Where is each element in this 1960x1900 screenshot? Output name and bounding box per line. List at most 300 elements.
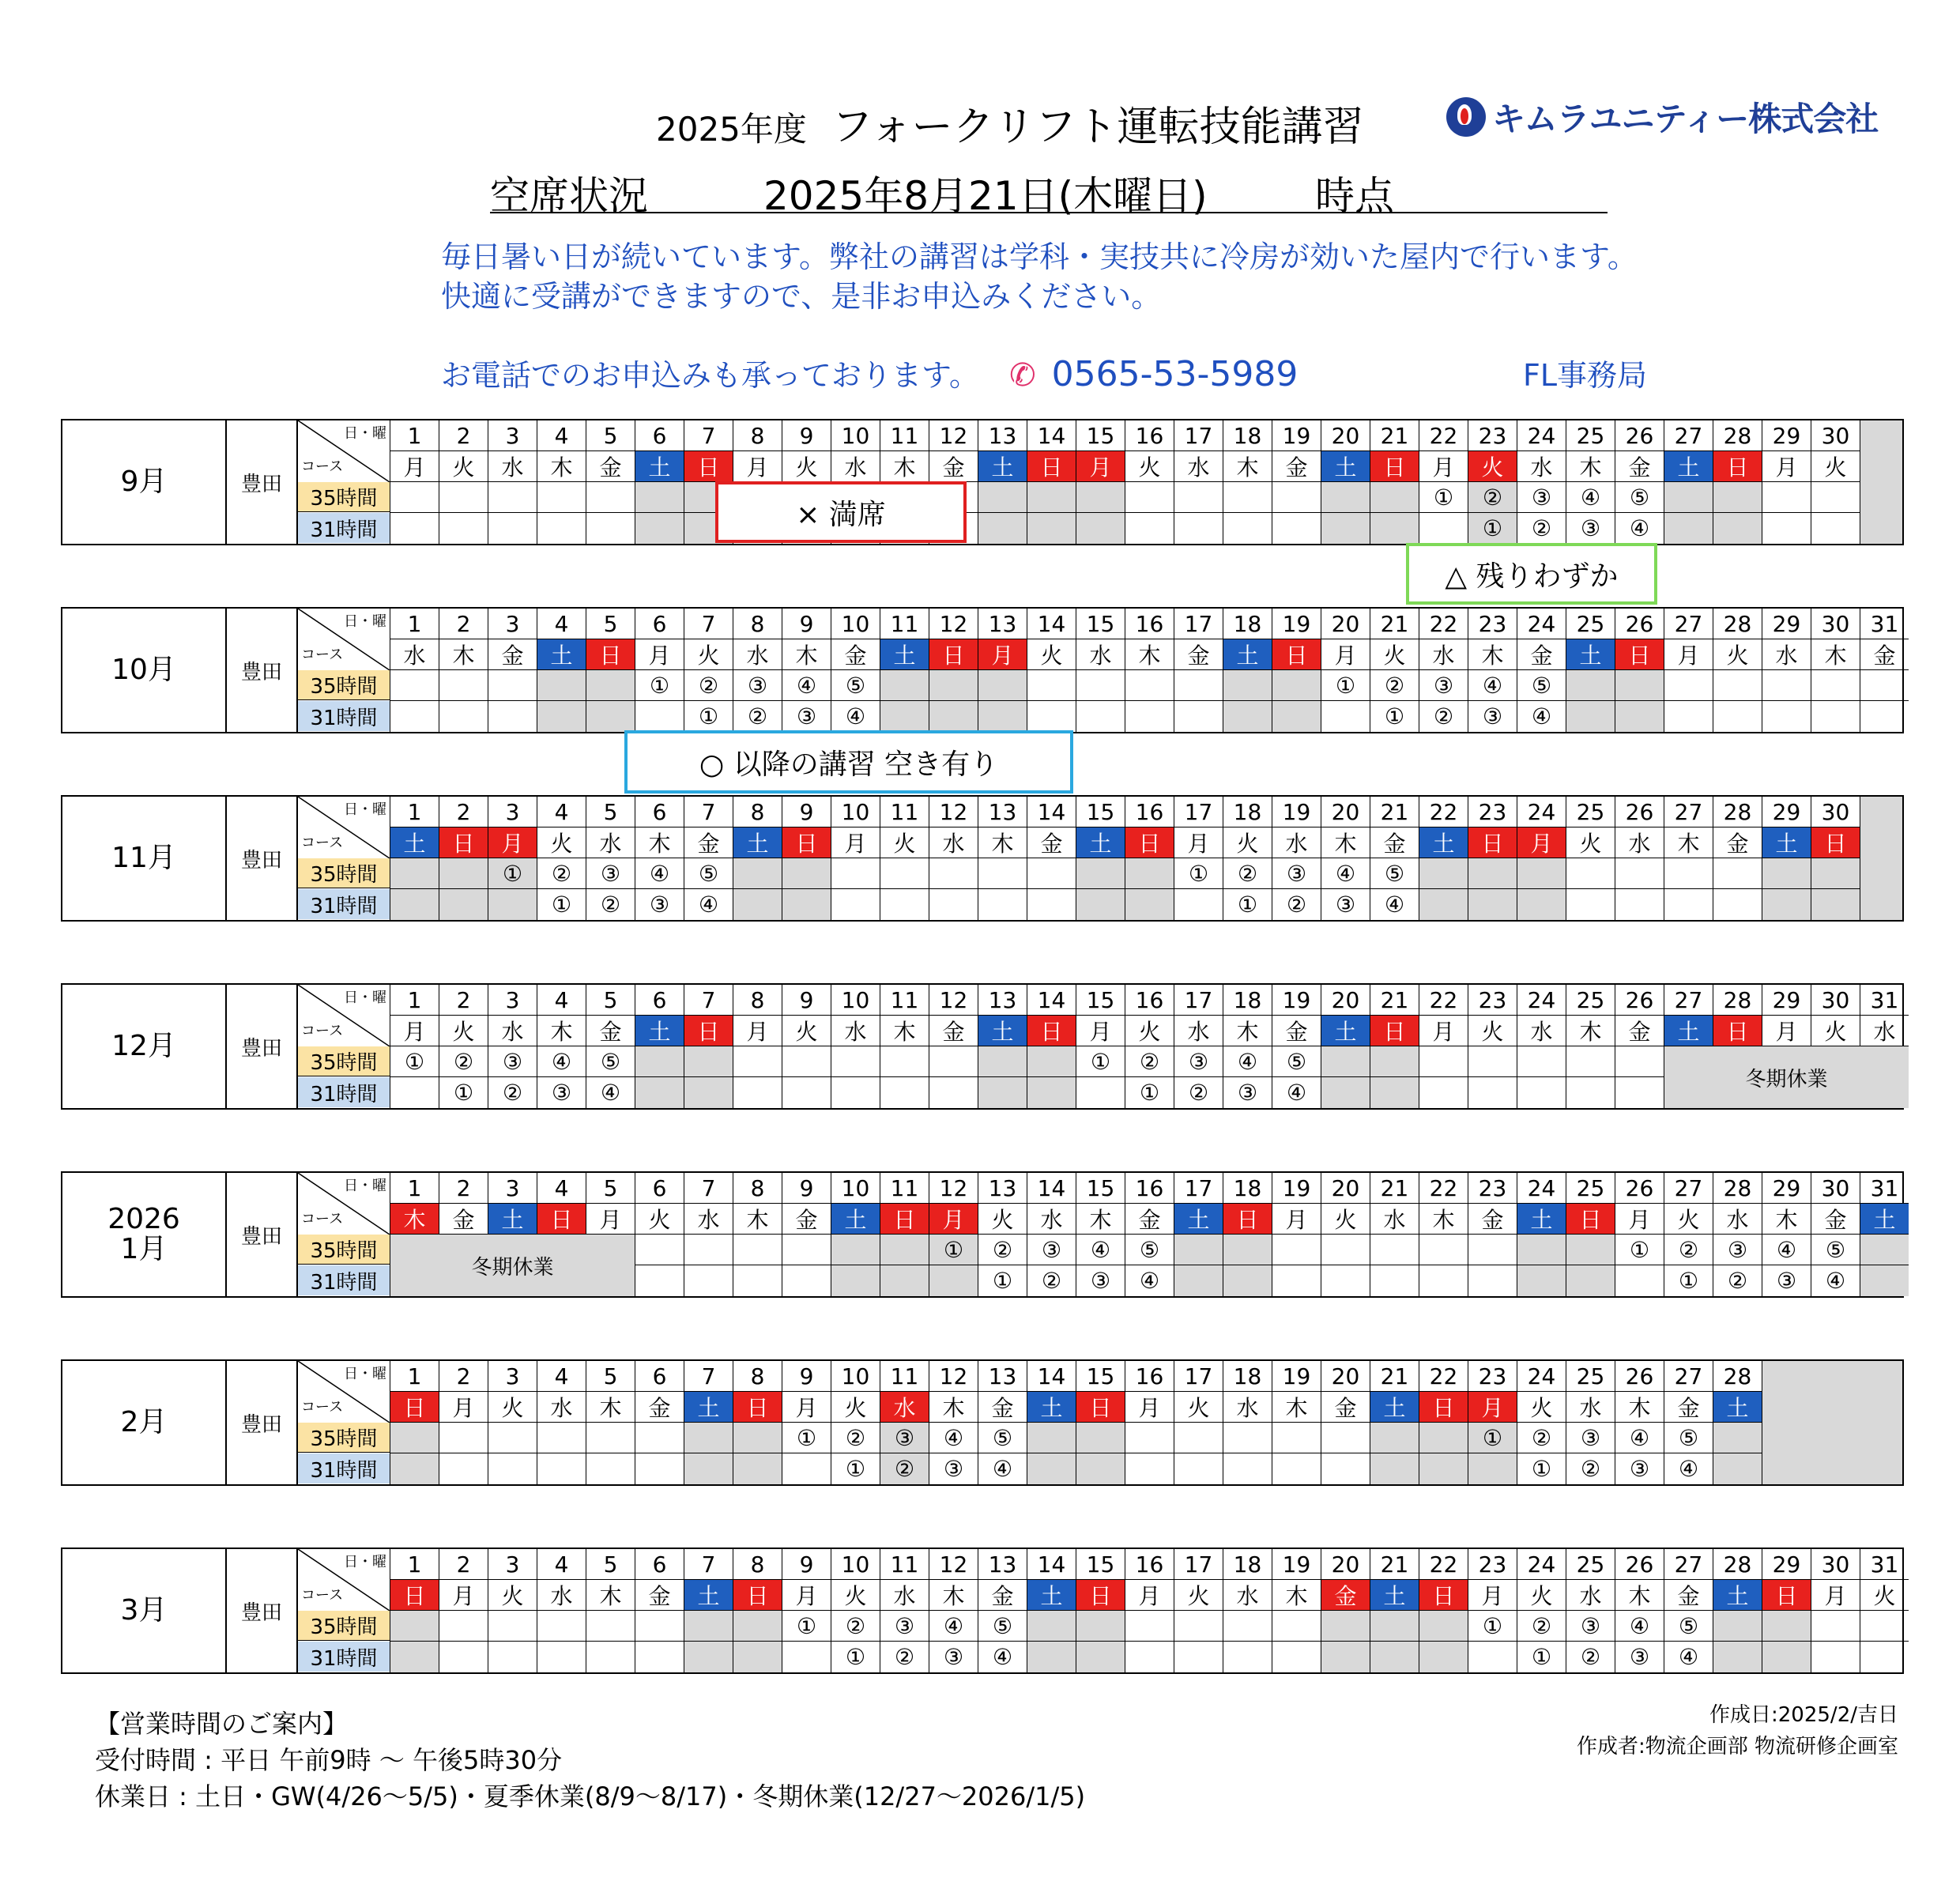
course-35-cell bbox=[1419, 1423, 1468, 1453]
weekday-cell: 土 bbox=[488, 1204, 537, 1235]
weekday-cell: 金 bbox=[1174, 639, 1223, 670]
course-31-cell: ④ bbox=[1664, 1642, 1713, 1672]
day-number-cell: 27 bbox=[1664, 420, 1713, 451]
weekday-cell: 金 bbox=[1713, 827, 1762, 858]
weekday-cell: 金 bbox=[1321, 1392, 1370, 1423]
course-35-cell bbox=[1566, 1046, 1615, 1077]
course-35-cell bbox=[537, 1611, 586, 1642]
course-35-cell bbox=[1125, 482, 1174, 513]
day-number-cell: 30 bbox=[1811, 1173, 1860, 1204]
day-number-cell: 19 bbox=[1272, 797, 1321, 827]
year-label: 2025年度 bbox=[656, 110, 807, 149]
course-35-cell bbox=[1615, 1046, 1664, 1077]
day-number-cell: 21 bbox=[1370, 1173, 1419, 1204]
weekday-cell: 火 bbox=[1860, 1580, 1909, 1611]
course-35-cell bbox=[880, 670, 929, 701]
course-31-cell: ③ bbox=[1615, 1453, 1664, 1484]
course-35-cell bbox=[1664, 670, 1713, 701]
day-number-cell: 16 bbox=[1125, 797, 1174, 827]
weekday-cell: 日 bbox=[1370, 451, 1419, 482]
weekday-cell: 土 bbox=[1566, 639, 1615, 670]
day-number-cell: 4 bbox=[537, 1549, 586, 1580]
day-number-cell: 1 bbox=[390, 1549, 439, 1580]
weekday-cell: 日 bbox=[733, 1392, 782, 1423]
course-31-cell bbox=[537, 1642, 586, 1672]
weekday-cell: 日 bbox=[1076, 1580, 1125, 1611]
weekday-cell: 日 bbox=[1713, 1016, 1762, 1046]
day-number-cell: 11 bbox=[880, 985, 929, 1016]
day-number-cell: 25 bbox=[1566, 797, 1615, 827]
day-number-cell: 24 bbox=[1517, 985, 1566, 1016]
course-31-cell bbox=[1664, 513, 1713, 544]
weekday-cell: 月 bbox=[390, 1016, 439, 1046]
course-31-cell bbox=[1125, 701, 1174, 732]
course-31-cell bbox=[390, 701, 439, 732]
course-35-cell bbox=[439, 1611, 488, 1642]
course-31-cell bbox=[1419, 1453, 1468, 1484]
weekday-cell: 土 bbox=[1076, 827, 1125, 858]
course-31-cell bbox=[439, 889, 488, 920]
day-number-cell: 10 bbox=[831, 985, 880, 1016]
day-number-cell: 25 bbox=[1566, 985, 1615, 1016]
weekday-cell: 木 bbox=[390, 1204, 439, 1235]
course-35-cell: ② bbox=[1664, 1235, 1713, 1265]
course-31-cell bbox=[390, 889, 439, 920]
header-corner bbox=[298, 609, 390, 671]
day-number-cell: 9 bbox=[782, 797, 831, 827]
course-35-cell: ① bbox=[635, 670, 684, 701]
course-35-cell bbox=[1811, 482, 1860, 513]
course-31-cell bbox=[1517, 1265, 1566, 1296]
day-number-cell: 20 bbox=[1321, 1361, 1370, 1392]
weekday-cell: 月 bbox=[1272, 1204, 1321, 1235]
weekday-cell: 土 bbox=[1664, 1016, 1713, 1046]
weekday-cell: 月 bbox=[1125, 1580, 1174, 1611]
day-number-cell: 18 bbox=[1223, 1173, 1272, 1204]
course-35-cell: ③ bbox=[1713, 1235, 1762, 1265]
day-number-cell: 12 bbox=[929, 420, 978, 451]
course-31-cell bbox=[1321, 1642, 1370, 1672]
course-35-cell bbox=[586, 670, 635, 701]
course-35-cell: ⑤ bbox=[978, 1611, 1027, 1642]
company-logo bbox=[1446, 93, 1878, 141]
day-number-cell: 11 bbox=[880, 1549, 929, 1580]
course-35-cell bbox=[831, 1046, 880, 1077]
weekday-cell: 日 bbox=[1566, 1204, 1615, 1235]
course-35-cell bbox=[488, 1611, 537, 1642]
course-31-cell: ② bbox=[1174, 1077, 1223, 1108]
weekday-cell: 火 bbox=[1811, 1016, 1860, 1046]
weekday-cell: 日 bbox=[390, 1392, 439, 1423]
course-31-cell: ① bbox=[537, 889, 586, 920]
day-number-cell: 1 bbox=[390, 609, 439, 639]
course-35-cell bbox=[1517, 858, 1566, 889]
course-31-cell bbox=[1811, 889, 1860, 920]
course-31-cell: ③ bbox=[1762, 1265, 1811, 1296]
course-31-cell bbox=[1125, 889, 1174, 920]
weekday-cell: 日 bbox=[586, 639, 635, 670]
day-number-cell: 13 bbox=[978, 1173, 1027, 1204]
course-31-label: 31時間 bbox=[298, 1642, 390, 1672]
weekday-cell: 木 bbox=[586, 1580, 635, 1611]
day-number-cell: 11 bbox=[880, 797, 929, 827]
course-31-cell bbox=[1860, 701, 1909, 732]
course-35-cell bbox=[929, 1046, 978, 1077]
weekday-cell: 日 bbox=[1027, 451, 1076, 482]
day-number-cell: 3 bbox=[488, 1361, 537, 1392]
course-35-cell bbox=[684, 1423, 733, 1453]
header-corner bbox=[298, 1361, 390, 1423]
weekday-cell: 月 bbox=[1468, 1392, 1517, 1423]
course-31-cell: ④ bbox=[831, 701, 880, 732]
course-31-cell bbox=[1860, 1642, 1909, 1672]
day-number-cell: 27 bbox=[1664, 609, 1713, 639]
course-35-cell bbox=[1762, 670, 1811, 701]
day-number-cell: 12 bbox=[929, 609, 978, 639]
weekday-cell: 土 bbox=[1321, 451, 1370, 482]
course-35-cell bbox=[733, 1046, 782, 1077]
day-number-cell: 16 bbox=[1125, 1549, 1174, 1580]
day-number-cell: 7 bbox=[684, 985, 733, 1016]
course-35-cell bbox=[1860, 1611, 1909, 1642]
weekday-cell: 水 bbox=[1566, 1580, 1615, 1611]
course-31-cell bbox=[880, 701, 929, 732]
course-31-cell bbox=[1076, 1642, 1125, 1672]
weekday-cell: 日 bbox=[733, 1580, 782, 1611]
course-35-label: 35時間 bbox=[298, 1611, 390, 1641]
course-35-cell: ⑤ bbox=[1517, 670, 1566, 701]
course-35-cell: ⑤ bbox=[1370, 858, 1419, 889]
weekday-cell: 木 bbox=[1272, 1580, 1321, 1611]
weekday-cell: 火 bbox=[1321, 1204, 1370, 1235]
weekday-cell: 土 bbox=[1419, 827, 1468, 858]
day-number-cell: 28 bbox=[1713, 1173, 1762, 1204]
day-number-cell: 23 bbox=[1468, 1549, 1517, 1580]
month-label: 2月 bbox=[62, 1361, 227, 1484]
weekday-cell: 月 bbox=[1125, 1392, 1174, 1423]
course-35-cell: ③ bbox=[586, 858, 635, 889]
course-31-cell bbox=[1468, 1077, 1517, 1108]
weekday-cell: 火 bbox=[1174, 1580, 1223, 1611]
course-31-cell bbox=[1027, 1453, 1076, 1484]
day-number-cell: 11 bbox=[880, 1173, 929, 1204]
course-31-cell bbox=[1615, 1077, 1664, 1108]
course-35-cell bbox=[1370, 1046, 1419, 1077]
month-label: 10月 bbox=[62, 609, 227, 732]
day-number-cell: 10 bbox=[831, 1173, 880, 1204]
day-number-cell: 12 bbox=[929, 797, 978, 827]
course-31-cell bbox=[929, 1077, 978, 1108]
weekday-cell: 日 bbox=[1125, 827, 1174, 858]
weekday-cell: 月 bbox=[439, 1580, 488, 1611]
day-number-cell: 17 bbox=[1174, 1549, 1223, 1580]
weekday-cell: 日 bbox=[1615, 639, 1664, 670]
day-number-cell: 14 bbox=[1027, 1549, 1076, 1580]
day-number-cell: 25 bbox=[1566, 1361, 1615, 1392]
weekday-cell: 金 bbox=[586, 451, 635, 482]
weekday-cell: 水 bbox=[1566, 1392, 1615, 1423]
day-number-cell: 16 bbox=[1125, 985, 1174, 1016]
course-31-cell bbox=[1223, 1642, 1272, 1672]
day-number-cell: 15 bbox=[1076, 1361, 1125, 1392]
course-31-cell bbox=[1419, 1077, 1468, 1108]
weekday-cell: 月 bbox=[733, 451, 782, 482]
day-number-cell: 24 bbox=[1517, 420, 1566, 451]
course-header-label: コース bbox=[301, 1399, 344, 1416]
course-35-cell bbox=[1272, 670, 1321, 701]
course-31-cell bbox=[439, 1453, 488, 1484]
course-31-cell bbox=[733, 889, 782, 920]
day-number-cell: 30 bbox=[1811, 797, 1860, 827]
course-31-cell: ② bbox=[880, 1453, 929, 1484]
day-number-cell: 12 bbox=[929, 1173, 978, 1204]
weekday-cell: 土 bbox=[733, 827, 782, 858]
course-31-cell: ④ bbox=[1272, 1077, 1321, 1108]
day-number-cell: 6 bbox=[635, 985, 684, 1016]
weekday-cell: 金 bbox=[1811, 1204, 1860, 1235]
course-35-cell bbox=[1027, 670, 1076, 701]
weekday-cell: 日 bbox=[1419, 1580, 1468, 1611]
day-number-cell: 26 bbox=[1615, 609, 1664, 639]
course-31-label: 31時間 bbox=[298, 513, 390, 543]
day-number-cell: 1 bbox=[390, 1173, 439, 1204]
day-number-cell: 15 bbox=[1076, 1173, 1125, 1204]
day-number-cell: 29 bbox=[1762, 1549, 1811, 1580]
day-number-cell: 8 bbox=[733, 797, 782, 827]
day-number-cell: 11 bbox=[880, 1361, 929, 1392]
day-number-cell: 4 bbox=[537, 1173, 586, 1204]
course-35-cell bbox=[1713, 1423, 1762, 1453]
weekday-cell: 木 bbox=[1223, 1016, 1272, 1046]
weekday-cell: 木 bbox=[1468, 639, 1517, 670]
course-31-cell bbox=[831, 1077, 880, 1108]
course-31-cell bbox=[733, 1642, 782, 1672]
weekday-cell: 月 bbox=[1811, 1580, 1860, 1611]
course-35-cell bbox=[1321, 482, 1370, 513]
course-31-cell bbox=[390, 1077, 439, 1108]
course-35-label: 35時間 bbox=[298, 1423, 390, 1453]
day-number-cell: 5 bbox=[586, 1361, 635, 1392]
phone-text: お電話でのお申込みも承っております。 bbox=[441, 358, 979, 393]
course-35-cell bbox=[635, 1235, 684, 1265]
day-header-label: 日・曜 bbox=[344, 990, 386, 1006]
course-35-cell: ① bbox=[782, 1611, 831, 1642]
course-31-cell: ④ bbox=[1811, 1265, 1860, 1296]
course-35-cell bbox=[1370, 1423, 1419, 1453]
weekday-cell: 金 bbox=[635, 1392, 684, 1423]
course-31-cell bbox=[1468, 1265, 1517, 1296]
course-31-cell bbox=[439, 1642, 488, 1672]
day-number-cell: 10 bbox=[831, 1361, 880, 1392]
weekday-cell: 水 bbox=[880, 1392, 929, 1423]
course-35-label: 35時間 bbox=[298, 858, 390, 888]
course-31-cell bbox=[635, 1077, 684, 1108]
course-35-cell bbox=[1027, 1423, 1076, 1453]
day-number-cell: 20 bbox=[1321, 1173, 1370, 1204]
course-31-cell bbox=[586, 701, 635, 732]
course-35-cell: ③ bbox=[1517, 482, 1566, 513]
course-31-cell bbox=[1468, 1453, 1517, 1484]
course-31-cell bbox=[1223, 701, 1272, 732]
course-35-cell: ③ bbox=[880, 1423, 929, 1453]
day-number-cell: 24 bbox=[1517, 1361, 1566, 1392]
weekday-cell: 金 bbox=[1615, 1016, 1664, 1046]
weekday-cell: 火 bbox=[1468, 451, 1517, 482]
course-35-cell bbox=[1076, 1423, 1125, 1453]
course-31-cell: ① bbox=[439, 1077, 488, 1108]
course-31-cell bbox=[1713, 1453, 1762, 1484]
course-35-cell bbox=[439, 482, 488, 513]
day-number-cell: 21 bbox=[1370, 1549, 1419, 1580]
day-number-cell: 24 bbox=[1517, 797, 1566, 827]
course-35-cell bbox=[1370, 1611, 1419, 1642]
course-31-cell bbox=[684, 1453, 733, 1484]
weekday-cell: 水 bbox=[390, 639, 439, 670]
day-number-cell: 24 bbox=[1517, 1549, 1566, 1580]
weekday-cell: 日 bbox=[1762, 1580, 1811, 1611]
phone-row bbox=[441, 351, 1298, 394]
course-31-cell bbox=[733, 1453, 782, 1484]
course-35-cell: ③ bbox=[1272, 858, 1321, 889]
course-31-cell bbox=[1174, 1453, 1223, 1484]
course-31-cell bbox=[1713, 701, 1762, 732]
weekday-cell: 木 bbox=[1664, 827, 1713, 858]
course-35-cell: ① bbox=[1174, 858, 1223, 889]
weekday-cell: 月 bbox=[782, 1392, 831, 1423]
course-31-cell bbox=[1566, 889, 1615, 920]
created-date: 作成日:2025/2/吉日 bbox=[1709, 1703, 1898, 1727]
day-number-cell: 29 bbox=[1762, 420, 1811, 451]
course-31-cell bbox=[1076, 513, 1125, 544]
day-number-cell: 8 bbox=[733, 1361, 782, 1392]
course-35-cell bbox=[1272, 1423, 1321, 1453]
logo-mark-icon bbox=[1446, 97, 1486, 137]
weekday-cell: 金 bbox=[1517, 639, 1566, 670]
course-35-cell: ① bbox=[782, 1423, 831, 1453]
weekday-cell: 火 bbox=[537, 827, 586, 858]
course-35-cell bbox=[1811, 670, 1860, 701]
day-number-cell: 14 bbox=[1027, 609, 1076, 639]
course-35-cell: ② bbox=[831, 1423, 880, 1453]
day-number-cell: 29 bbox=[1762, 1173, 1811, 1204]
day-number-cell: 20 bbox=[1321, 1549, 1370, 1580]
course-31-cell: ② bbox=[733, 701, 782, 732]
phone-number[interactable]: 0565-53-5989 bbox=[1051, 354, 1298, 394]
day-number-cell: 26 bbox=[1615, 797, 1664, 827]
course-35-cell bbox=[978, 670, 1027, 701]
course-31-cell bbox=[880, 1077, 929, 1108]
course-35-cell: ④ bbox=[1321, 858, 1370, 889]
course-35-cell bbox=[1468, 1235, 1517, 1265]
course-31-cell bbox=[782, 1453, 831, 1484]
course-31-cell bbox=[537, 513, 586, 544]
day-number-cell: 16 bbox=[1125, 1173, 1174, 1204]
course-35-cell bbox=[1125, 1423, 1174, 1453]
day-number-cell: 29 bbox=[1762, 609, 1811, 639]
course-31-cell bbox=[1566, 1265, 1615, 1296]
day-number-cell: 30 bbox=[1811, 609, 1860, 639]
day-number-cell: 21 bbox=[1370, 1361, 1419, 1392]
weekday-cell: 木 bbox=[1615, 1580, 1664, 1611]
course-31-cell bbox=[684, 1077, 733, 1108]
course-35-cell: ③ bbox=[1566, 1611, 1615, 1642]
course-31-cell bbox=[1811, 1642, 1860, 1672]
course-35-cell bbox=[684, 1611, 733, 1642]
course-31-cell bbox=[439, 701, 488, 732]
day-number-cell: 28 bbox=[1713, 985, 1762, 1016]
day-number-cell: 21 bbox=[1370, 797, 1419, 827]
legend-available: ○ 以降の講習 空き有り bbox=[624, 730, 1073, 794]
course-31-cell bbox=[1223, 1453, 1272, 1484]
course-31-cell: ① bbox=[1223, 889, 1272, 920]
office-name: FL事務局 bbox=[1523, 358, 1648, 393]
day-number-cell: 5 bbox=[586, 420, 635, 451]
day-number-cell: 3 bbox=[488, 1173, 537, 1204]
document-meta bbox=[1577, 1699, 1898, 1762]
course-31-cell bbox=[1713, 513, 1762, 544]
course-31-cell bbox=[1566, 701, 1615, 732]
day-number-cell: 28 bbox=[1713, 420, 1762, 451]
day-number-cell: 6 bbox=[635, 609, 684, 639]
course-31-cell bbox=[1370, 513, 1419, 544]
weekday-cell: 水 bbox=[537, 1392, 586, 1423]
weekday-cell: 火 bbox=[1174, 1392, 1223, 1423]
weekday-cell: 水 bbox=[1762, 639, 1811, 670]
course-31-cell bbox=[978, 701, 1027, 732]
course-35-cell bbox=[1321, 1235, 1370, 1265]
course-31-cell bbox=[1762, 1642, 1811, 1672]
weekday-cell: 水 bbox=[1076, 639, 1125, 670]
course-35-cell bbox=[1566, 670, 1615, 701]
month-block bbox=[61, 983, 1904, 1110]
created-by: 作成者:物流企画部 物流研修企画室 bbox=[1576, 1735, 1898, 1759]
course-35-cell: ② bbox=[684, 670, 733, 701]
course-31-cell bbox=[1125, 1642, 1174, 1672]
day-number-cell: 2 bbox=[439, 985, 488, 1016]
weekday-cell: 火 bbox=[635, 1204, 684, 1235]
unused-days-filler bbox=[1762, 1361, 1902, 1484]
weekday-cell: 水 bbox=[1223, 1580, 1272, 1611]
weekday-cell: 金 bbox=[439, 1204, 488, 1235]
course-35-cell: ② bbox=[1125, 1046, 1174, 1077]
course-35-cell: ③ bbox=[1566, 1423, 1615, 1453]
weekday-cell: 日 bbox=[880, 1204, 929, 1235]
course-35-cell: ④ bbox=[1615, 1423, 1664, 1453]
course-35-cell bbox=[1223, 482, 1272, 513]
location-label: 豊田 bbox=[227, 1173, 298, 1296]
course-31-cell bbox=[1027, 513, 1076, 544]
course-31-cell bbox=[1027, 701, 1076, 732]
weekday-cell: 木 bbox=[1615, 1392, 1664, 1423]
course-35-cell: ⑤ bbox=[1664, 1423, 1713, 1453]
day-number-cell: 15 bbox=[1076, 797, 1125, 827]
day-number-cell: 5 bbox=[586, 1549, 635, 1580]
weekday-cell: 土 bbox=[635, 451, 684, 482]
day-number-cell: 14 bbox=[1027, 1361, 1076, 1392]
course-35-cell bbox=[1125, 670, 1174, 701]
course-35-cell: ⑤ bbox=[1272, 1046, 1321, 1077]
weekday-cell: 土 bbox=[1860, 1204, 1909, 1235]
weekday-cell: 土 bbox=[880, 639, 929, 670]
reception-hours: 受付時間 : 平日 午前9時 ～ 午後5時30分 bbox=[95, 1745, 563, 1775]
course-35-cell: ⑤ bbox=[1811, 1235, 1860, 1265]
weekday-cell: 金 bbox=[929, 1016, 978, 1046]
course-31-cell bbox=[1370, 1642, 1419, 1672]
weekday-cell: 土 bbox=[684, 1392, 733, 1423]
course-35-cell bbox=[1566, 858, 1615, 889]
course-31-cell bbox=[978, 1077, 1027, 1108]
month-block bbox=[61, 1548, 1904, 1674]
